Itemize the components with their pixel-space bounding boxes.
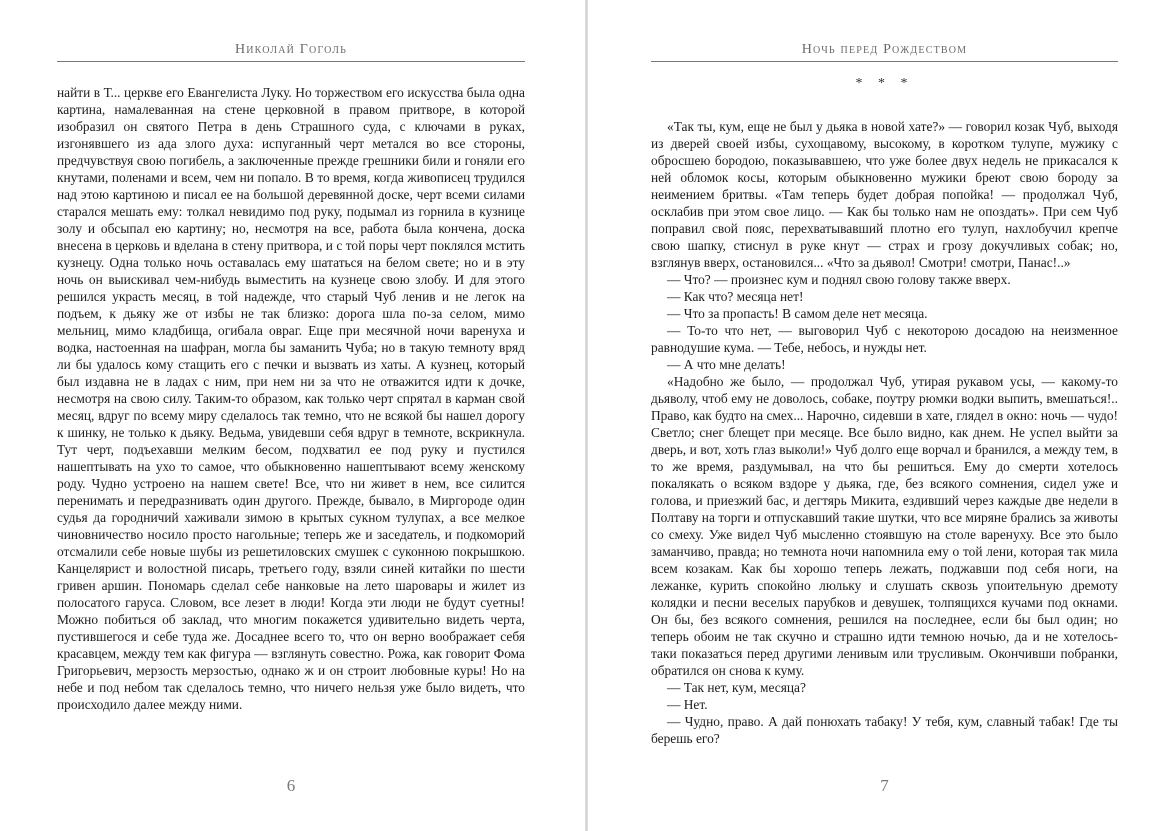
left-running-head: Николай Гоголь	[234, 42, 348, 57]
right-paragraph-7: «Надобно же было, — продолжал Чуб, утирая рукавом усы, — какому-то дьяволу, чтоб ему не доволось, собаке, поутру рюмки водки выпить, вмешаться!.. Право, как будто на смех... Нарочно, сидевши в хате, глядел в окно: ночь — чудо! Светло; снег блещет при месяце. Все было видно, как днем. Не успел выйти за дверь, и вот, хоть глаз выколи!» Чуб долго еще ворчал и бранился, а между тем, в то же время, раздумывал, на что бы решиться. Ему до смерти хотелось покалякать о всяком вздоре у дьяка, где, без всякого сомнения, сидел уже и голова, и приезжий бас, и дегтярь Микита, ездивший через каждые две недели в Полтаву на торги и отпускавший такие шутки, что все миряне брались за животы со смеху. Уже видел Чуб мысленно стоявшую на столе варенуху. Все это было заманчиво, правда; но темнота ночи напомнила ему о той лени, которая так мила всем козакам. Как бы хорошо теперь лежать, поджавши под себя ноги, на лежанке, курить спокойно люльку и слушать сквозь упоительную дремоту колядки и песни веселых парубков и девушек, толпящихся кучами под окнами. Он бы, без всякого сомнения, решился на последнее, если бы был один; но теперь обоим не так скучно и страшно идти темною ночью, да и не хотелось-таки показаться перед другими ленивым или трусливым. Окончивши побранки, обратился он снова к куму.	[651, 374, 1118, 678]
left-text-block	[57, 84, 525, 713]
right-paragraph-5: — То-то что нет, — выговорил Чуб с некоторою досадою на неизменное равнодушие кума. — Тебе, небось, и нужды нет.	[651, 323, 1118, 355]
left-head-rule	[57, 61, 525, 62]
right-head-rule	[651, 61, 1118, 62]
right-paragraph-4: — Что за пропасть! В самом деле нет месяца.	[667, 306, 928, 321]
right-paragraph-2: — Что? — произнес кум и поднял свою голову также вверх.	[667, 272, 1011, 287]
section-break-asterisks: * * *	[855, 76, 914, 91]
right-running-head: Ночь перед Рождеством	[801, 42, 968, 57]
left-page-number: 6	[286, 776, 296, 795]
book-gutter	[585, 0, 588, 831]
right-paragraph-6: — А что мне делать!	[667, 357, 786, 372]
right-page-number: 7	[880, 776, 889, 795]
left-page	[57, 0, 525, 831]
right-text-block	[651, 118, 1118, 747]
right-paragraph-9: — Нет.	[667, 697, 708, 712]
right-paragraph-3: — Как что? месяца нет!	[667, 289, 804, 304]
right-paragraph-1: «Так ты, кум, еще не был у дьяка в новой хате?» — говорил козак Чуб, выходя из дверей своей избы, сухощавому, высокому, в коротком тулупе, мужику с обросшею бородою, показывавшею, что уже более двух недель не прикасался к ней обломок косы, которым обыкновенно мужики бреют свою бороду за неимением бритвы. «Там теперь будет добрая попойка! — продолжал Чуб, осклабив при этом свое лицо. — Как бы только нам не опоздать». При сем Чуб поправил свой пояс, перехватывавший плотно его тулуп, нахлобучил крепче свою шапку, стиснул в руке кнут — страх и грозу докучливых собак; но, взглянув вверх, остановился... «Что за дьявол! Смотри! смотри, Панас!..»	[651, 119, 1118, 270]
right-paragraph-10: — Чудно, право. А дай понюхать табаку! У тебя, кум, славный табак! Где ты берешь его?	[651, 714, 1118, 746]
right-page	[651, 0, 1118, 831]
right-paragraph-8: — Так нет, кум, месяца?	[667, 680, 806, 695]
left-paragraph-1: найти в Т... церкве его Евангелиста Луку. Но торжеством его искусства была одна картина, намалеванная на стене церковной в правом притворе, в которой изобразил он святого Петра в день Страшного суда, с ключами в руках, изгонявшего из ада злого духа: испуганный черт метался во все стороны, предчувствуя свою погибель, а заключенные прежде грешники били и гоняли его кнутами, поленами и всем, чем ни попало. В то время, когда живописец трудился над этою картиною и писал ее на большой деревянной доске, черт всеми силами старался мешать ему: толкал невидимо под руку, подымал из горнила в кузнице золу и обсыпал ею картину; но, несмотря на все, работа была кончена, доска внесена в церковь и вделана в стену притвора, и с той поры черт поклялся мстить кузнецу. Одна только ночь оставалась ему шататься на белом свете; но и в эту ночь он выискивал чем-нибудь выместить на кузнеце свою злобу. И для этого решился украсть месяц, в той надежде, что старый Чуб ленив и не легок на подъем, к дьяку же от избы не так близко: дорога шла по-за селом, мимо мельниц, мимо кладбища, огибала овраг. Еще при месячной ночи варенуха и водка, настоенная на шафран, могла бы заманить Чуба; но в такую темноту вряд ли бы удалось кому стащить его с печки и вызвать из хаты. А кузнец, который был издавна не в ладах с ним, при нем ни за что не отважится идти к дочке, несмотря на свою силу. Таким-то образом, как только черт спрятал в карман свой месяц, вдруг по всему миру сделалось так темно, что не всякой бы нашел дорогу к шинку, не только к дьяку. Ведьма, увидевши себя вдруг в темноте, вскрикнула. Тут черт, подъехавши мелким бесом, подхватил ее под руку и пустился нашептывать на ухо то самое, что обыкновенно нашептывают всему женскому роду. Чудно устроено на нашем свете! Все, что ни живет в нем, все силится перенимать и передразнивать один другого. Прежде, бывало, в Миргороде один судья да городничий хаживали зимою в крытых сукном тулупах, а все мелкое чиновничество носило просто нагольные; теперь же и заседатель, и подкоморий отсмалили себе новые шубы из решетиловских смушек с суконною покрышкою. Канцелярист и волостной писарь, третьего году, взяли синей китайки по шести гривен аршин. Пономарь сделал себе нанковые на лето шаровары и жилет из полосатого гаруса. Словом, все лезет в люди! Когда эти люди не будут суетны! Можно побиться об заклад, что многим покажется удивительно видеть черта, пустившегося и себе туда же. Досаднее всего то, что он верно воображает себя красавцем, между тем как фигура — взглянуть совестно. Рожа, как говорит Фома Григорьевич, мерзость мерзостью, однако ж и он строит любовные куры! Но на небе и под небом так сделалось темно, что ничего нельзя уже было видеть, что происходило далее между ними.	[57, 85, 525, 712]
